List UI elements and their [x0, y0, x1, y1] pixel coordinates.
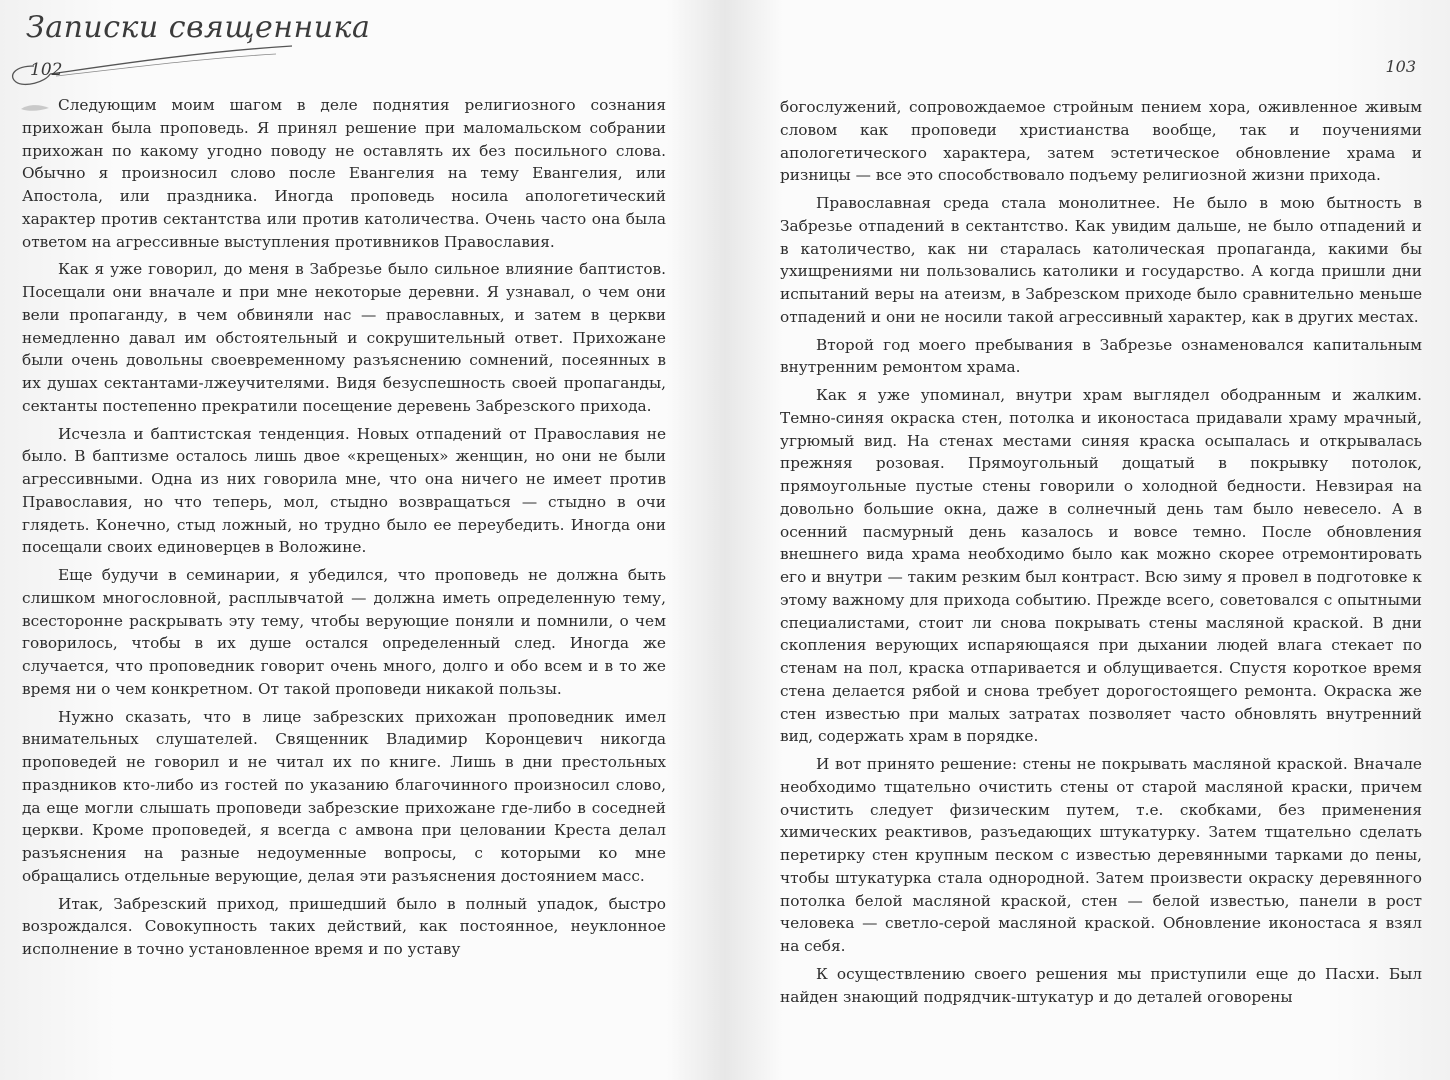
paragraph: Православная среда стала монолитнее. Не было в мою бытность в Забрезье отпадений в сектантство. Как увидим дальше, не было отпадений и в католичество, как ни старалась католическая пропаганда, какими бы ухищрениями ни пользовались католики и государство. А когда пришли дни испытаний веры на атеизм, в Забрезском приходе было сравнительно меньше отпадений и они не носили такой агрессивный характер, как в других местах. [780, 194, 1422, 326]
paragraph: Следующим моим шагом в деле поднятия религиозного сознания прихожан была проповедь. Я принял решение при маломальском собрании прихожан по какому угодно поводу не оставлять их без посильного слова. Обычно я произносил слово после Евангелия на тему Евангелия, или Апостола, или праздника. Иногда проповедь носила апологетический характер против сектантства или против католичества. Очень часто она была ответом на агрессивные выступления противников Православия. [22, 96, 666, 251]
right-page-text [780, 96, 1422, 1008]
paragraph: Второй год моего пребывания в Забрезье ознаменовался капитальным внутренним ремонтом храма. [780, 335, 1422, 377]
paragraph: богослужений, сопровождаемое стройным пением хора, оживленное живым словом как проповеди христианства вообще, так и поучениями апологетического характера, затем эстетическое обновление храма и ризницы — все это способствовало подъему религиозной жизни прихода. [780, 98, 1422, 185]
right-page [725, 0, 1450, 1080]
page-number-right: 103 [1385, 57, 1416, 76]
paragraph: Как я уже говорил, до меня в Забрезье было сильное влияние баптистов. Посещали они вначале и при мне некоторые деревни. Я узнавал, о чем они вели пропаганду, в чем обвиняли нас — православных, и затем в церкви немедленно давал им обстоятельный и сокрушительный ответ. Прихожане были очень довольны своевременному разъяснению сомнений, посеянных в их душах сектантами-лжеучителями. Видя безуспешность своей пропаганды, сектанты постепенно прекратили посещение деревень Забрезского прихода. [22, 260, 666, 415]
paragraph: К осуществлению своего решения мы приступили еще до Пасхи. Был найден знающий подрядчик-штукатур и до деталей оговорены [780, 964, 1422, 1006]
paragraph: Как я уже упоминал, внутри храм выглядел ободранным и жалким. Темно-синяя окраска стен, потолка и иконостаса придавали храму мрачный, угрюмый вид. На стенах местами синяя краска осыпалась и открывалась прежняя розовая. Прямоугольный дощатый в покрывку потолок, прямоугольные пустые стены говорили о холодной бедности. Невзирая на довольно большие окна, даже в солнечный день там было невесело. А в осенний пасмурный день казалось и вовсе темно. После обновления внешнего вида храма необходимо было как можно скорее отремонтировать его и внутри — таким резким был контраст. Всю зиму я провел в подготовке к этому важному для прихода событию. Прежде всего, советовался с опытными специалистами, стоит ли снова покрывать стены масляной краской. В дни скопления верующих испаряющаяся при дыхании людей влага стекает по стенам на пол, краска отпаривается и облущивается. Спустя короткое время стена делается рябой и снова требует дорогостоящего ремонта. Окраска же стен известью при малых затратах позволяет часто обновлять внутренний вид, содержать храм в порядке. [780, 386, 1422, 746]
page-number-left: 102 [30, 60, 63, 80]
paragraph: Исчезла и баптистская тенденция. Новых отпадений от Православия не было. В баптизме осталось лишь двое «крещеных» женщин, но они не были агрессивными. Одна из них говорила мне, что она ничего не имеет против Православия, но что теперь, мол, стыдно возвращаться — стыдно в очи глядеть. Конечно, стыд ложный, но трудно было ее переубедить. Иногда они посещали своих единоверцев в Воложине. [22, 424, 666, 557]
left-page-text [22, 94, 666, 961]
paragraph: Нужно сказать, что в лице забрезских прихожан проповедник имел внимательных слушателей. Священник Владимир Коронцевич никогда проповедей не говорил и не читал их по книге. Лишь в дни престольных праздников кто-либо из гостей по указанию благочинного произносил слово, да еще могли слышать проповеди забрезские прихожане где-либо в соседней церкви. Кроме проповедей, я всегда с амвона при целовании Креста делал разъяснения на разные недоуменные вопросы, с которыми ко мне обращались отдельные верующие, делая эти разъяснения достоянием масс. [22, 707, 666, 885]
paragraph: Итак, Забрезский приход, пришедший было в полный упадок, быстро возрождался. Совокупность таких действий, как постоянное, неуклонное исполнение в точно установленное время и по уставу [22, 894, 666, 958]
paragraph: Еще будучи в семинарии, я убедился, что проповедь не должна быть слишком многословной, расплывчатой — должна иметь определенную тему, всесторонне раскрывать эту тему, чтобы верующие поняли и помнили, о чем говорилось, чтобы в их душе остался определенный след. Иногда же случается, что проповедник говорит очень много, долго и обо всем и в то же время ни о чем конкретном. От такой проповеди никакой пользы. [22, 566, 666, 698]
paragraph: И вот принято решение: стены не покрывать масляной краской. Вначале необходимо тщательно очистить стены от старой масляной краски, причем очистить следует физическим путем, т.е. скобками, без применения химических реактивов, разъедающих штукатурку. Затем тщательно сделать перетирку стен крупным песком с известью деревянными тарками до пены, чтобы штукатурка стала однородной. Затем произвести окраску деревянного потолка белой масляной краской, стен — белой известью, панели в рост человека — светло-серой масляной краской. Обновление иконостаса я взял на себя. [780, 755, 1422, 955]
running-title: Записки священника [26, 10, 371, 45]
